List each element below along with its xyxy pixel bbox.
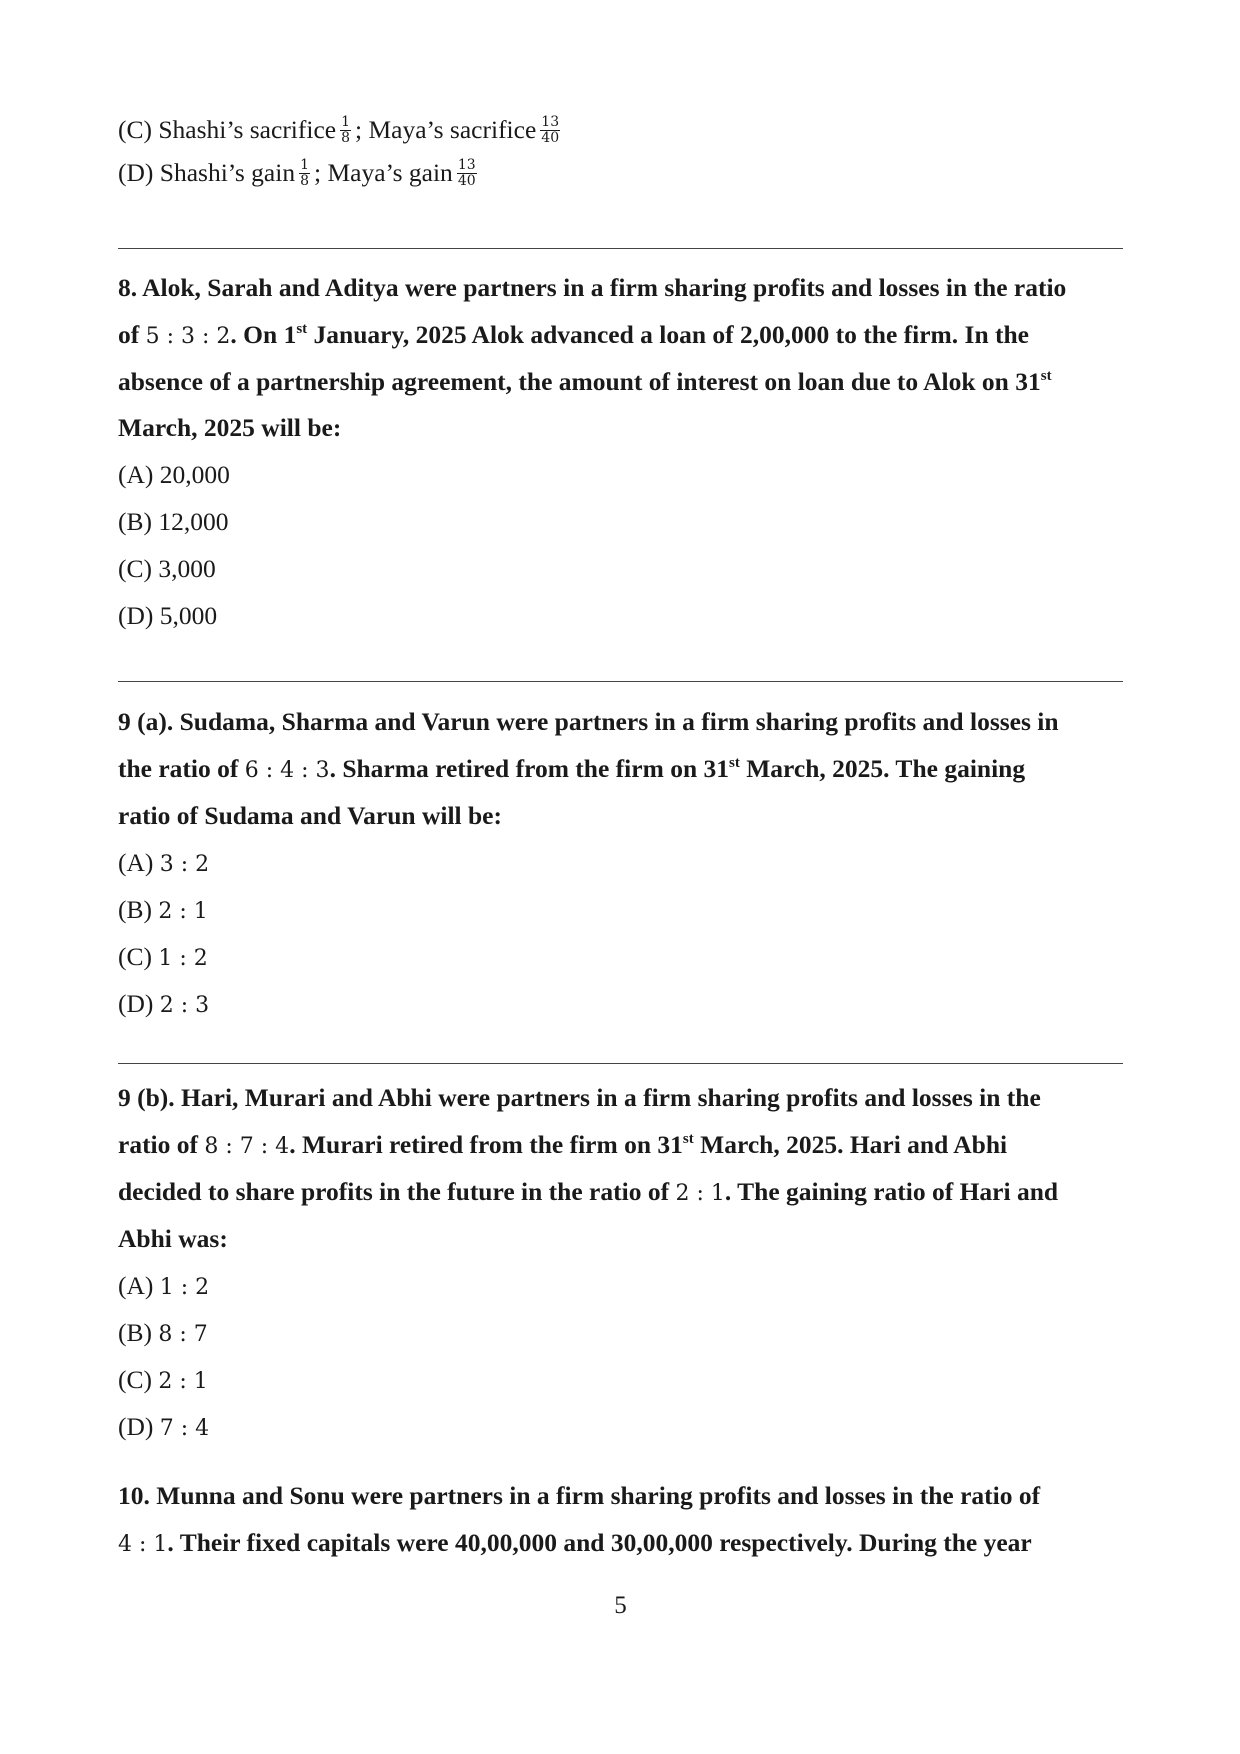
q9a-option-d: (D) 2 : 3 — [118, 989, 210, 1018]
q9b-option-b: (B) 8 : 7 — [118, 1318, 208, 1347]
fraction: $\frac{1}{8}$ — [300, 156, 309, 189]
q9a-text-line-3: ratio of Sudama and Varun will be: — [118, 801, 502, 830]
q9b-option-c: (C) 2 : 1 — [118, 1365, 208, 1394]
q10-text-line-1: 10. Munna and Sonu were partners in a firm sharing profits and losses in the ratio of — [118, 1481, 1041, 1510]
q10-text-line-2: 4 : 1. Their fixed capitals were 40,00,000 and 30,00,000 respectively. During the year — [118, 1528, 1032, 1557]
fraction: $\frac{1}{8}$ — [341, 113, 351, 146]
q7-option-c: (C) Shashi’s sacrifice $\frac{1}{8}$ ; Maya’s sacrifice $\frac{13}{40}$ — [118, 113, 560, 146]
fraction: $\frac{13}{40}$ — [541, 113, 560, 146]
q9a-option-c: (C) 1 : 2 — [118, 942, 208, 971]
q9b-option-d: (D) 7 : 4 — [118, 1412, 210, 1441]
q9a-option-a: (A) 3 : 2 — [118, 848, 210, 877]
q7-option-d: (D) Shashi’s gain $\frac{1}{8}$ ; Maya’s gain $\frac{13}{40}$ — [118, 156, 476, 189]
q8-text-line-2: of 5 : 3 : 2. On 1st January, 2025 Alok advanced a loan of 2,00,000 to the firm. In the — [118, 320, 1030, 349]
q9b-text-line-4: Abhi was: — [118, 1224, 228, 1253]
q9a-option-b: (B) 2 : 1 — [118, 895, 208, 924]
q9b-text-line-3: decided to share profits in the future in the ratio of 2 : 1. The gaining ratio of Hari and — [118, 1177, 1059, 1206]
q9b-option-a: (A) 1 : 2 — [118, 1271, 210, 1300]
fraction: $\frac{13}{40}$ — [457, 156, 476, 189]
q9b-text-line-1: 9 (b). Hari, Murari and Abhi were partners in a firm sharing profits and losses in the — [118, 1083, 1041, 1112]
q8-option-a: (A) 20,000 — [118, 460, 230, 489]
q8-text-line-4: March, 2025 will be: — [118, 413, 342, 442]
q8-text-line-1: 8. Alok, Sarah and Aditya were partners in a firm sharing profits and losses in the ratio — [118, 273, 1067, 302]
q8-text-line-3: absence of a partnership agreement, the amount of interest on loan due to Alok on 31st — [118, 367, 1052, 396]
q8-option-b: (B) 12,000 — [118, 507, 229, 536]
divider — [118, 681, 1123, 682]
q8-option-c: (C) 3,000 — [118, 554, 216, 583]
q9a-text-line-1: 9 (a). Sudama, Sharma and Varun were partners in a firm sharing profits and losses in — [118, 707, 1059, 736]
q8-option-d: (D) 5,000 — [118, 601, 218, 630]
q9a-text-line-2: the ratio of 6 : 4 : 3. Sharma retired from the firm on 31st March, 2025. The gaining — [118, 754, 1026, 783]
divider — [118, 248, 1123, 249]
page-number: 5 — [614, 1592, 627, 1619]
document-page — [118, 0, 1123, 1754]
q9b-text-line-2: ratio of 8 : 7 : 4. Murari retired from the firm on 31st March, 2025. Hari and Abhi — [118, 1130, 1008, 1159]
divider — [118, 1063, 1123, 1064]
